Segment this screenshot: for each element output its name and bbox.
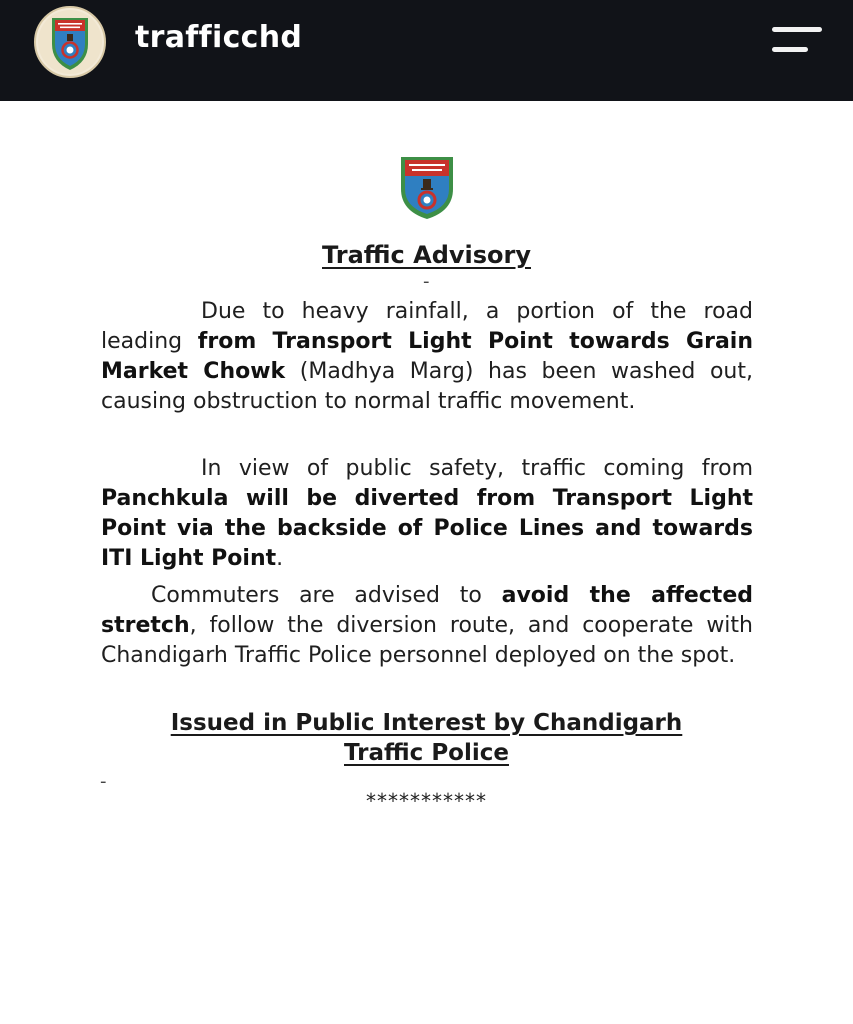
separator-dash: -: [423, 271, 430, 292]
issued-line-1: Issued in Public Interest by Chandigarh: [170, 710, 683, 736]
advisory-paragraph-2: In view of public safety, traffic coming from Panchkula will be diverted from Transport Light Point via the backside of Police Lines and towards ITI Light Point.: [101, 456, 753, 571]
issued-line-2: Traffic Police: [344, 740, 509, 766]
advisory-paragraph-3: Commuters are advised to avoid the affected stretch, follow the diversion route, and cooperate with Chandigarh Traffic Police personnel deployed on the spot.: [101, 583, 753, 668]
advisory-paragraph-1: Due to heavy rainfall, a portion of the road leading from Transport Light Point towards Grain Market Chowk (Madhya Marg) has been washed out, causing obstruction to normal traffic movement.: [101, 299, 754, 414]
left-dash: -: [100, 771, 107, 792]
top-bar: [0, 0, 853, 101]
issued-by-note: [0, 708, 853, 768]
hamburger-menu-button[interactable]: [772, 24, 824, 58]
advisory-document: [0, 101, 853, 1024]
chandigarh-traffic-police-logo-icon: [36, 8, 104, 76]
profile-avatar[interactable]: [34, 6, 106, 78]
chandigarh-traffic-police-emblem-icon: [399, 155, 455, 221]
advisory-title: Traffic Advisory: [322, 241, 531, 269]
end-stars: ***********: [366, 789, 487, 813]
account-username[interactable]: trafficchd: [135, 20, 303, 55]
